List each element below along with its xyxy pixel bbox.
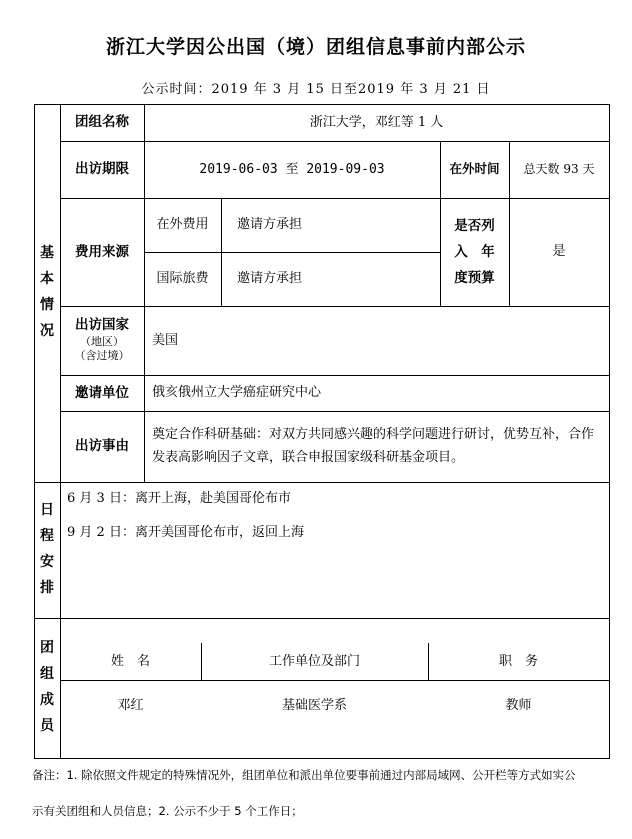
label-char: 基 bbox=[40, 245, 54, 262]
page-title: 浙江大学因公出国（境）团组信息事前内部公示 bbox=[105, 36, 526, 58]
label-char: 情 bbox=[40, 297, 54, 313]
budget-label-line: 是否列 bbox=[454, 217, 495, 234]
reason-label: 出访事由 bbox=[75, 438, 129, 455]
period-value: 2019-06-03 至 2019-09-03 bbox=[199, 161, 385, 177]
label-char: 组 bbox=[40, 666, 54, 683]
budget-label-line: 入 年 bbox=[454, 243, 495, 260]
fee-travel-label: 国际旅费 bbox=[156, 271, 209, 287]
member-name: 邓红 bbox=[117, 698, 144, 714]
label-char: 程 bbox=[40, 528, 54, 545]
footnote-line: 示有关团组和人员信息；2. 公示不少于 5 个工作日； bbox=[32, 804, 303, 818]
country-label-sub: （含过境） bbox=[74, 349, 130, 363]
group-name-value: 浙江大学，邓红等 1 人 bbox=[309, 114, 444, 130]
member-header-title: 职 务 bbox=[498, 653, 538, 669]
period-label: 出访期限 bbox=[75, 161, 129, 178]
fee-abroad-label: 在外费用 bbox=[156, 217, 209, 233]
fee-abroad-value: 邀请方承担 bbox=[237, 217, 303, 233]
label-char: 本 bbox=[40, 271, 54, 288]
label-char: 排 bbox=[40, 579, 54, 596]
label-char: 员 bbox=[40, 717, 54, 734]
member-header-name: 姓 名 bbox=[110, 653, 150, 669]
country-label-sub: （地区） bbox=[80, 334, 124, 348]
country-label bbox=[60, 306, 144, 375]
schedule-item: 9 月 2 日：离开美国哥伦布市，返回上海 bbox=[67, 525, 304, 541]
inviter-label: 邀请单位 bbox=[75, 384, 129, 401]
country-label-main: 出访国家 bbox=[75, 317, 129, 334]
footnote-line: 备注：1. 除依照文件规定的特殊情况外，组团单位和派出单位要事前通过内部局域网、公开栏等方式如实公 bbox=[32, 768, 576, 782]
schedule-section-label bbox=[34, 482, 60, 618]
fee-source-label: 费用来源 bbox=[75, 243, 129, 260]
label-char: 日 bbox=[40, 502, 54, 519]
schedule-item: 6 月 3 日：离开上海，赴美国哥伦布市 bbox=[67, 491, 291, 507]
inviter-value: 俄亥俄州立大学癌症研究中心 bbox=[152, 385, 322, 401]
fee-travel-value: 邀请方承担 bbox=[237, 271, 303, 287]
budget-label-line: 度预算 bbox=[454, 270, 495, 287]
member-title: 教师 bbox=[505, 698, 532, 714]
group-name-label: 团组名称 bbox=[75, 114, 129, 131]
budget-value: 是 bbox=[552, 244, 566, 260]
label-char: 团 bbox=[40, 640, 54, 657]
label-char: 成 bbox=[40, 692, 54, 708]
label-char: 安 bbox=[40, 554, 54, 570]
label-char: 况 bbox=[40, 322, 54, 339]
country-value: 美国 bbox=[152, 332, 179, 348]
days-label: 在外时间 bbox=[449, 161, 500, 177]
member-header-unit: 工作单位及部门 bbox=[268, 653, 360, 669]
members-section-label bbox=[34, 618, 60, 758]
publicity-period: 公示时间：2019 年 3 月 15 日至2019 年 3 月 21 日 bbox=[141, 82, 491, 97]
days-value: 总天数 93 天 bbox=[523, 162, 595, 177]
member-unit: 基础医学系 bbox=[281, 698, 347, 714]
budget-label bbox=[440, 198, 509, 306]
reason-value: 奠定合作科研基础：对双方共同感兴趣的科学问题进行研讨，优势互补，合作发表高影响因子文章，联合申报国家级科研基金项目。 bbox=[152, 426, 595, 465]
basic-section-label bbox=[34, 104, 60, 482]
